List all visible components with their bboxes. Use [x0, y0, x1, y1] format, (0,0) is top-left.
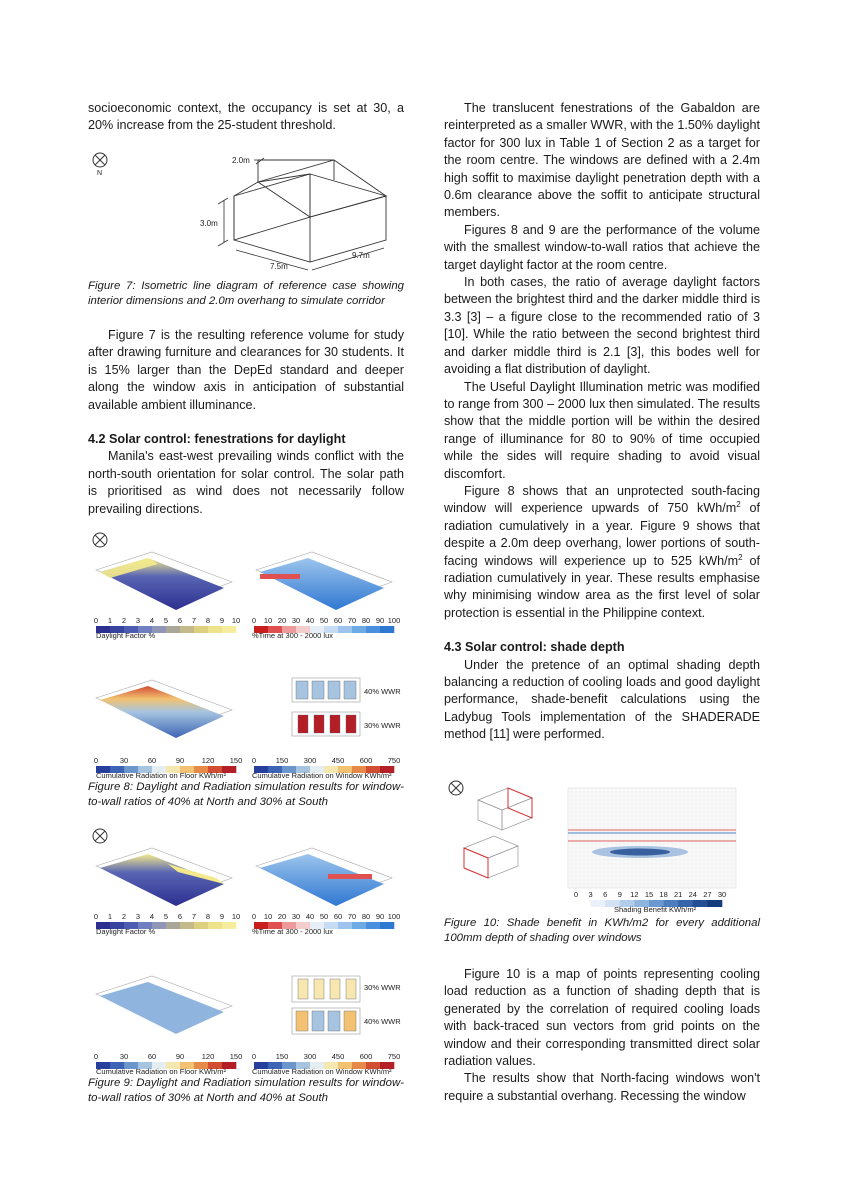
legend-tick: 120 [201, 756, 215, 765]
dimension-label: 3.0m [200, 219, 218, 228]
right-column-bottom [444, 966, 760, 1105]
north-label: N [97, 170, 103, 177]
legend-tick: 2 [121, 616, 127, 625]
legend-tick: 18 [659, 890, 668, 899]
paragraph: In both cases, the ratio of average daylight factors between the brightest third and the darker middle third is 3.3 [3] – a figure close to the recommended ratio of 3 [10]. While the ratio between the second brightest third and darker middle third is 2.1 [3], this bodes well for avoiding a flat distribution of daylight. [444, 275, 760, 377]
dimension-label: 9.7m [352, 251, 370, 260]
paragraph: Manila's east-west prevailing winds conflict with the north-south orientation for solar control. The solar path is prioritised as wind does not necessarily follow prevailing directions. [88, 449, 404, 516]
legend-tick: 6 [177, 912, 183, 921]
legend-tick: 3 [135, 616, 141, 625]
legend-swatch [194, 626, 208, 633]
legend-tick: 80 [361, 616, 371, 625]
legend-tick: 0 [93, 756, 99, 765]
legend-tick: 70 [347, 912, 357, 921]
paragraph: Under the pretence of an optimal shading depth balancing a reduction of cooling loads and good daylight performance, shade-benefit calculations using the Ladybug Tools implementation of the SHADERADE method [11] were performed. [444, 657, 760, 742]
legend-tick: 600 [359, 756, 373, 765]
time-range-plot [260, 558, 384, 610]
legend-tick: 10 [231, 912, 241, 921]
figure-9-simulation-results [88, 826, 408, 1078]
legend-tick: 60 [333, 616, 343, 625]
legend-label: Cumulative Radiation on Floor KWh/m² [96, 1067, 227, 1076]
legend-tick: 8 [205, 912, 211, 921]
window-radiation-30 [298, 715, 356, 733]
legend-tick: 50 [319, 616, 329, 625]
legend-tick: 0 [93, 1052, 99, 1061]
wwr-label: 40% WWR [364, 1017, 401, 1026]
legend-tick: 0 [251, 912, 257, 921]
section-heading-4-3: 4.3 Solar control: shade depth [444, 640, 625, 655]
paragraph: Figure 7 is the resulting reference volume for study after drawing furniture and clearances for 30 students. It is 15% larger than the DepEd standard and deeper along the window axis in anticipation of substantial available ambient illuminance. [88, 328, 404, 412]
legend-tick: 2 [121, 912, 127, 921]
floor-radiation-plot [100, 686, 224, 738]
paragraph: socioeconomic context, the occupancy is set at 30, a 20% increase from the 25-student threshold. [88, 101, 404, 133]
figure-10-caption: Figure 10: Shade benefit in KWh/m2 for every additional 100mm depth of shading over windows [444, 917, 760, 944]
legend-swatch [166, 922, 180, 929]
legend-swatch [180, 922, 194, 929]
legend-tick: 100 [387, 912, 401, 921]
window-radiation-40 [296, 681, 356, 699]
dimension-label: 7.5m [270, 262, 288, 271]
legend-tick: 1 [107, 912, 113, 921]
legend-label: Daylight Factor % [96, 927, 156, 936]
legend-tick: 5 [163, 912, 169, 921]
legend-tick: 6 [603, 890, 608, 899]
legend-swatch [366, 922, 380, 929]
legend-tick: 100 [387, 616, 401, 625]
legend-swatch [352, 922, 366, 929]
legend-tick: 21 [674, 890, 683, 899]
left-column [88, 100, 404, 135]
legend-label: Cumulative Radiation on Window KWh/m² [252, 1067, 392, 1076]
legend-label: Cumulative Radiation on Window KWh/m² [252, 771, 392, 780]
floor-radiation-plot [100, 982, 224, 1034]
legend-tick: 0 [251, 756, 257, 765]
legend-tick: 150 [275, 756, 289, 765]
legend-tick: 40 [305, 912, 315, 921]
legend-tick: 60 [147, 1052, 157, 1061]
dimension-label: 2.0m [232, 156, 250, 165]
legend-tick: 6 [177, 616, 183, 625]
legend-swatch [208, 626, 222, 633]
paragraph: The results show that North-facing windows won't require a substantial overhang. Recessing the window [444, 1071, 760, 1103]
legend-tick: 150 [229, 1052, 243, 1061]
legend-tick: 150 [229, 756, 243, 765]
right-column [444, 100, 760, 744]
legend-tick: 20 [277, 912, 287, 921]
legend-tick: 9 [617, 890, 622, 899]
legend-tick: 90 [175, 1052, 185, 1061]
legend-tick: 70 [347, 616, 357, 625]
legend-tick: 7 [191, 912, 197, 921]
north-arrow-icon [93, 533, 107, 547]
legend-tick: 750 [387, 1052, 401, 1061]
figure-8-simulation-results [88, 530, 408, 782]
legend-tick: 60 [333, 912, 343, 921]
legend-swatch [338, 922, 352, 929]
legend-tick: 9 [219, 912, 225, 921]
legend-label: %Time at 300 - 2000 lux [252, 631, 334, 640]
legend-swatch [208, 922, 222, 929]
figure-7-isometric-diagram [88, 150, 404, 275]
legend-tick: 120 [201, 1052, 215, 1061]
legend-label: Daylight Factor % [96, 631, 156, 640]
daylight-factor-plot [100, 854, 224, 906]
legend-swatch [166, 626, 180, 633]
legend-swatch [338, 626, 352, 633]
wwr-label: 30% WWR [364, 721, 401, 730]
legend-tick: 4 [149, 616, 155, 625]
legend-swatch [352, 626, 366, 633]
figure-9-caption: Figure 9: Daylight and Radiation simulation results for window-to-wall ratios of 30% at North and 40% at South [88, 1077, 404, 1104]
figure-7-caption: Figure 7: Isometric line diagram of reference case showing interior dimensions and 2.0m overhang to simulate corridor [88, 280, 404, 307]
legend-swatch [380, 626, 394, 633]
legend-tick: 27 [703, 890, 712, 899]
legend-tick: 300 [303, 1052, 317, 1061]
legend-tick: 450 [331, 756, 345, 765]
time-range-plot [260, 854, 384, 906]
daylight-factor-plot [100, 558, 224, 610]
paragraph: The translucent fenestrations of the Gabaldon are reinterpreted as a smaller WWR, with the 1.50% daylight factor for 300 lux in Table 1 of Section 2 as a target for the room centre. The windows are defined with a 2.4m high soffit to maximise daylight penetration depth with a 0.6m clearance above the soffit to anticipate structural members. [444, 101, 760, 220]
legend-tick: 10 [263, 912, 273, 921]
legend-tick: 30 [119, 756, 129, 765]
legend-tick: 3 [588, 890, 593, 899]
legend-tick: 600 [359, 1052, 373, 1061]
wwr-label: 40% WWR [364, 687, 401, 696]
legend-label: %Time at 300 - 2000 lux [252, 927, 334, 936]
legend-tick: 60 [147, 756, 157, 765]
room-volume [234, 160, 386, 262]
paragraph: The Useful Daylight Illumination metric was modified to range from 300 – 2000 lux then simulated. The results show that the middle portion will be within the desired range of illuminance for 80 to 90% of time occupied while the sides will require shading to avoid visual discomfort. [444, 379, 760, 481]
legend-tick: 0 [251, 1052, 257, 1061]
paragraph: Figure 10 is a map of points representing cooling load reduction as a function of shading depth that is generated by the correlation of required cooling loads with back-traced sun vectors from grid points on the window and their corresponding transmitted direct solar radiation values. [444, 967, 760, 1069]
legend-tick: 30 [717, 890, 727, 899]
legend-tick: 5 [163, 616, 169, 625]
legend-swatch [180, 626, 194, 633]
figure-8-caption: Figure 8: Daylight and Radiation simulation results for window-to-wall ratios of 40% at North and 30% at South [88, 781, 404, 808]
legend-tick: 750 [387, 756, 401, 765]
legend-tick: 7 [191, 616, 197, 625]
legend-tick: 4 [149, 912, 155, 921]
legend-swatch [194, 922, 208, 929]
legend-tick: 80 [361, 912, 371, 921]
legend-swatch [380, 922, 394, 929]
figure-10-shade-benefit [444, 778, 764, 914]
legend-swatch [591, 900, 606, 907]
legend-tick: 10 [231, 616, 241, 625]
legend-tick: 300 [303, 756, 317, 765]
paragraph: Figures 8 and 9 are the performance of the volume with the smallest window-to-wall ratios that achieve the target daylight factor at the room centre. [444, 222, 760, 272]
legend-swatch [707, 900, 722, 907]
legend-tick: 1 [107, 616, 113, 625]
legend-tick: 0 [93, 616, 99, 625]
legend-swatch [366, 626, 380, 633]
legend-tick: 150 [275, 1052, 289, 1061]
legend-tick: 30 [291, 912, 301, 921]
legend-label: Shading Benefit KWh/m² [614, 905, 697, 914]
legend-swatch [222, 626, 236, 633]
legend-tick: 90 [375, 616, 385, 625]
legend-tick: 50 [319, 912, 329, 921]
legend-tick: 12 [630, 890, 639, 899]
left-column-body [88, 327, 404, 518]
legend-tick: 8 [205, 616, 211, 625]
north-arrow-icon [93, 153, 107, 177]
legend-tick: 30 [291, 616, 301, 625]
legend-tick: 3 [135, 912, 141, 921]
section-heading-4-2: 4.2 Solar control: fenestrations for daylight [88, 432, 346, 447]
legend-swatch [222, 922, 236, 929]
north-arrow-icon [449, 781, 463, 795]
window-radiation-40 [296, 1011, 356, 1031]
legend-tick: 40 [305, 616, 315, 625]
legend-tick: 20 [277, 616, 287, 625]
legend-tick: 90 [375, 912, 385, 921]
legend-tick: 0 [573, 890, 579, 899]
paragraph: Figure 8 shows that an unprotected south-facing window will experience upwards of 750 kWh/$m^2$ of radiation cumulatively in a year. Figure 9 shows that despite a 2.0m deep overhang, lower portions of south-facing windows will experience up to 525 kWh/$m^2$ of radiation cumulatively in year. These results emphasise why minimising window area as the first level of solar protection is essential in the Philippine context. [444, 483, 760, 620]
legend-tick: 450 [331, 1052, 345, 1061]
legend-tick: 24 [688, 890, 697, 899]
legend-tick: 9 [219, 616, 225, 625]
legend-tick: 0 [251, 616, 257, 625]
legend-tick: 30 [119, 1052, 129, 1061]
wwr-label: 30% WWR [364, 983, 401, 992]
north-arrow-icon [93, 829, 107, 843]
legend-label: Cumulative Radiation on Floor KWh/m² [96, 771, 227, 780]
legend-swatch [576, 900, 591, 907]
window-radiation-30 [298, 979, 356, 999]
legend-tick: 0 [93, 912, 99, 921]
legend-tick: 10 [263, 616, 273, 625]
legend-tick: 90 [175, 756, 185, 765]
legend-tick: 15 [644, 890, 654, 899]
